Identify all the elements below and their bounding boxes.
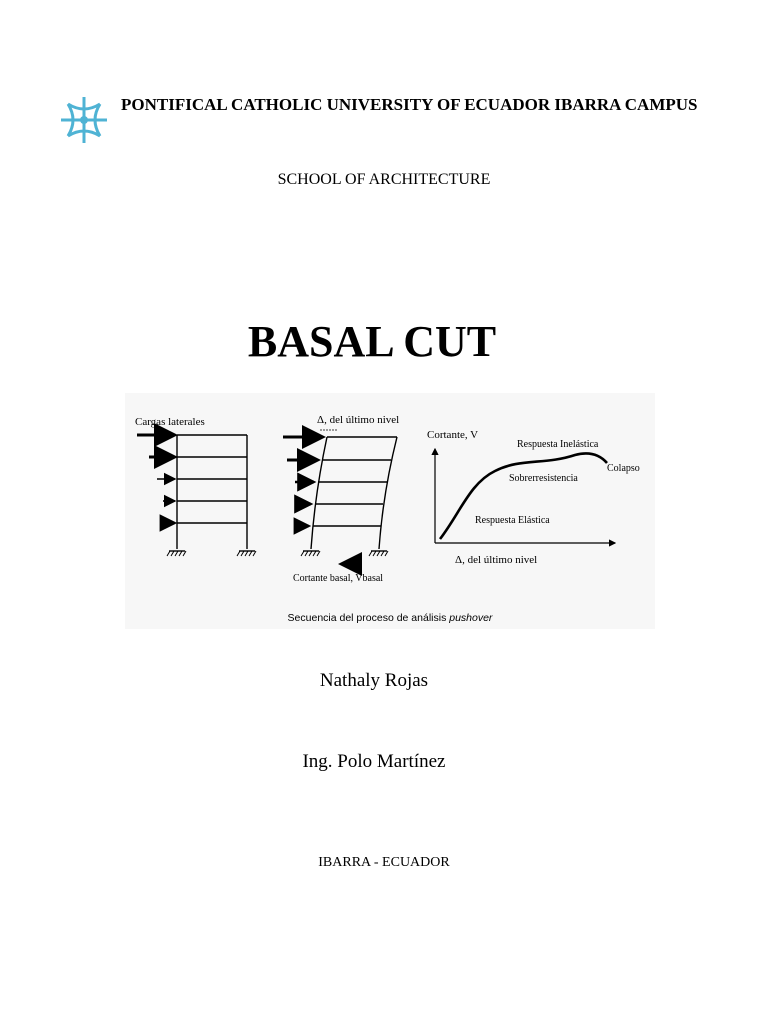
author-name: Nathaly Rojas bbox=[319, 670, 429, 691]
figure-caption bbox=[125, 612, 655, 624]
graph-xlabel: Δ, del último nivel bbox=[455, 554, 538, 566]
document-title: BASAL CUT bbox=[247, 317, 497, 366]
figure-caption-text: Secuencia del proceso de análisis bbox=[287, 612, 450, 624]
frame1-label: Cargas laterales bbox=[135, 416, 205, 428]
figure-caption-italic: pushover bbox=[449, 612, 493, 624]
pushover-diagram bbox=[125, 393, 655, 608]
frame-deformed bbox=[283, 430, 397, 564]
location: IBARRA - ECUADOR bbox=[318, 855, 450, 870]
graph-ylabel: Cortante, V bbox=[427, 429, 479, 441]
university-name: PONTIFICAL CATHOLIC UNIVERSITY OF ECUADOR IBARRA CAMPUS bbox=[121, 95, 698, 114]
university-cross-logo bbox=[58, 94, 110, 146]
label-inelastic-response: Respuesta Inelástica bbox=[517, 439, 599, 450]
label-overstrength: Sobrerresistencia bbox=[509, 473, 578, 484]
frame-lateral-loads bbox=[137, 435, 256, 556]
frame2-label: Δ, del último nivel bbox=[317, 414, 400, 426]
frame2-base-label: Cortante basal, Vbasal bbox=[293, 573, 384, 584]
label-collapse: Colapso bbox=[607, 463, 640, 474]
label-elastic-response: Respuesta Elástica bbox=[475, 515, 550, 526]
pushover-figure bbox=[125, 393, 655, 629]
school-name: SCHOOL OF ARCHITECTURE bbox=[277, 171, 491, 188]
advisor-name: Ing. Polo Martínez bbox=[302, 751, 446, 772]
pushover-curve-graph bbox=[435, 449, 615, 543]
